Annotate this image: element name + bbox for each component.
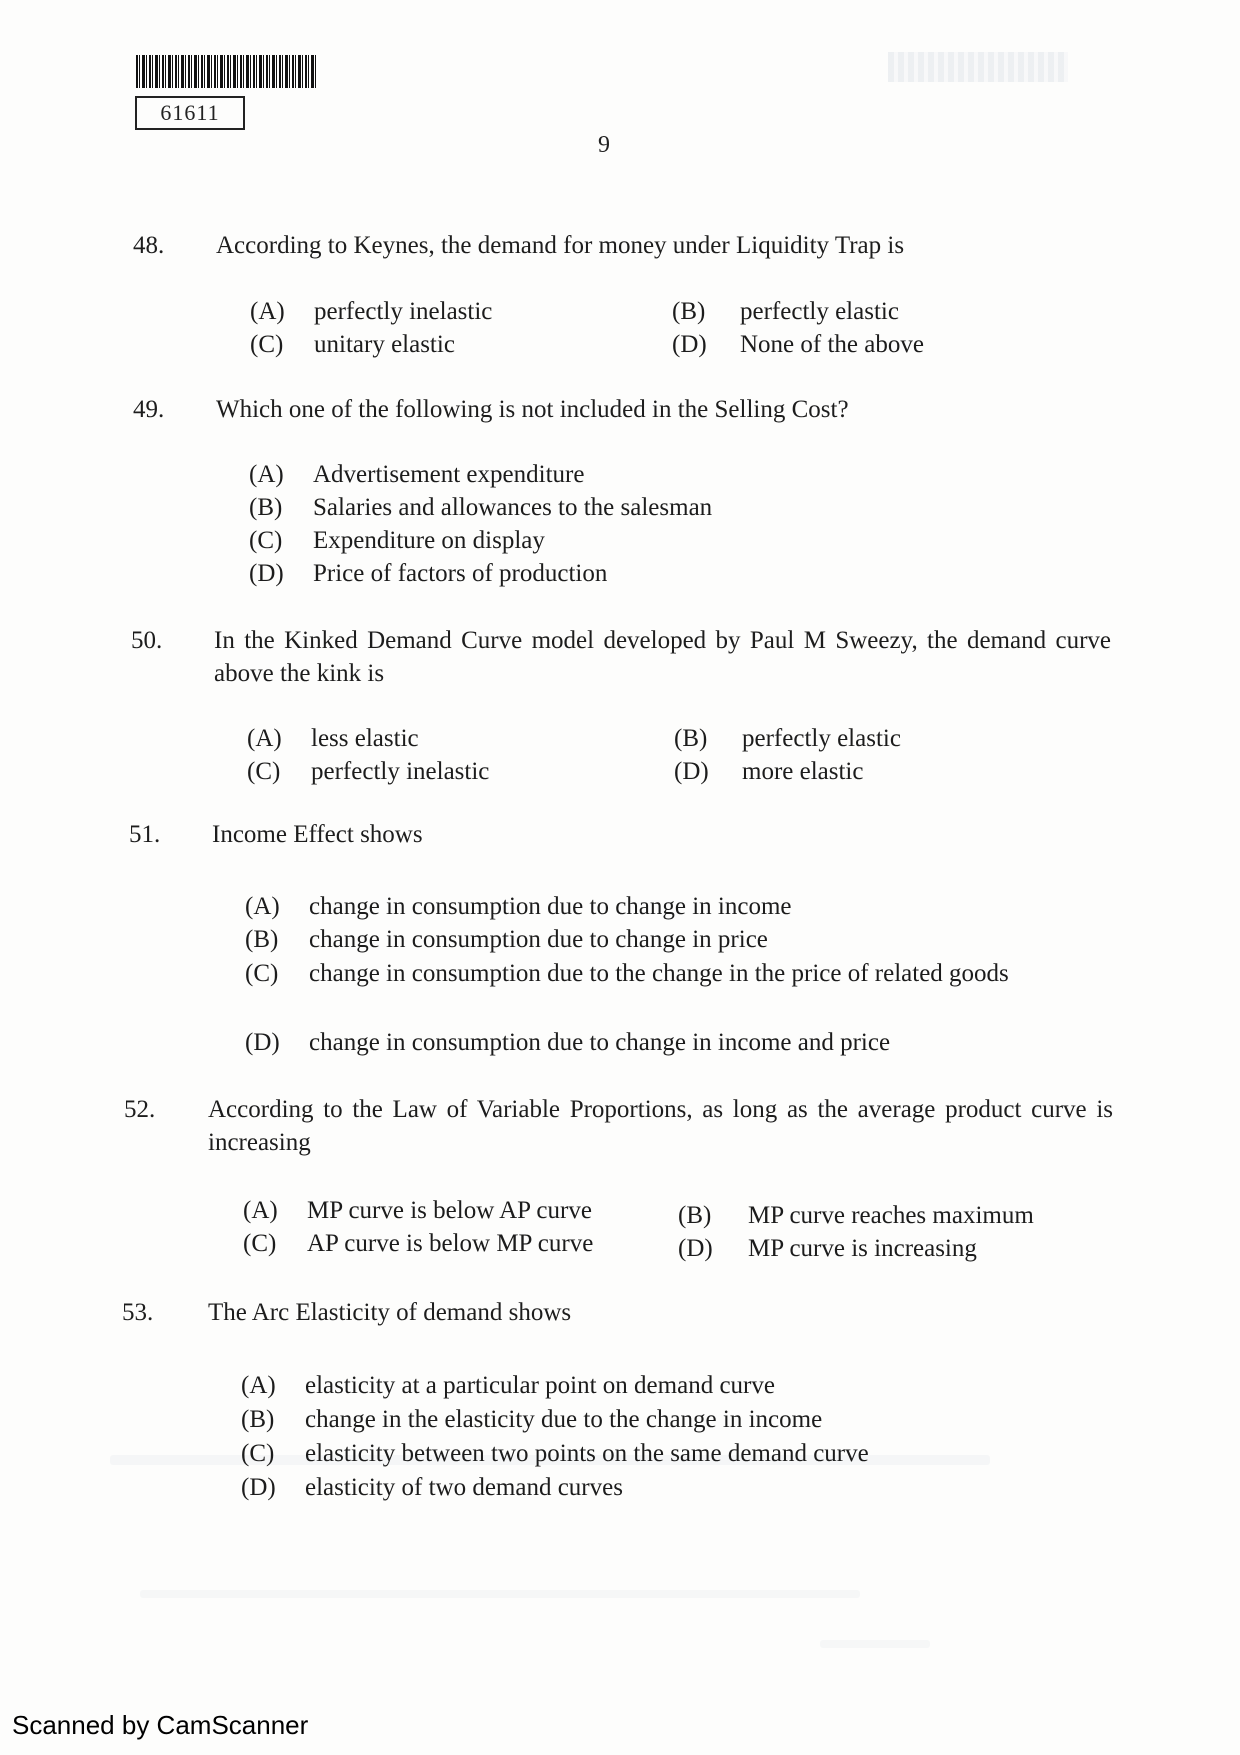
option — [678, 1232, 1118, 1265]
option — [243, 1227, 673, 1260]
option-text: Advertisement expenditure — [313, 461, 585, 488]
option — [678, 1199, 1118, 1232]
option — [250, 295, 650, 328]
question-50 — [131, 624, 1121, 690]
option — [674, 722, 1094, 755]
option-text: perfectly elastic — [742, 725, 901, 752]
question-number: 48. — [133, 232, 165, 259]
question-number: 52. — [124, 1096, 156, 1123]
option — [241, 1471, 1121, 1504]
question-text: The Arc Elasticity of demand shows — [208, 1299, 572, 1326]
option-text: elasticity at a particular point on demand curve — [305, 1372, 775, 1399]
option-letter: (D) — [674, 758, 709, 785]
option-text: MP curve is below AP curve — [307, 1197, 592, 1224]
option-letter: (A) — [245, 893, 280, 920]
option-letter: (D) — [241, 1474, 276, 1501]
option-letter: (D) — [672, 331, 707, 358]
option-text: MP curve reaches maximum — [748, 1202, 1034, 1229]
option-letter: (C) — [249, 527, 283, 554]
option-letter: (C) — [250, 331, 284, 358]
option-text: perfectly elastic — [740, 298, 899, 325]
option — [243, 1194, 673, 1227]
option — [672, 328, 1092, 361]
question-number: 53. — [122, 1299, 154, 1326]
option-letter: (B) — [245, 926, 279, 953]
option-text: less elastic — [311, 725, 419, 752]
option-text: perfectly inelastic — [311, 758, 490, 785]
option-letter: (B) — [241, 1406, 275, 1433]
option-letter: (D) — [678, 1235, 713, 1262]
question-text: Income Effect shows — [212, 821, 423, 848]
option-letter: (C) — [241, 1440, 275, 1467]
option — [249, 458, 1049, 491]
option — [672, 295, 1092, 328]
question-text: According to Keynes, the demand for money under Liquidity Trap is — [216, 232, 905, 259]
question-48 — [133, 229, 1113, 262]
option-letter: (A) — [247, 725, 282, 752]
question-text: According to the Law of Variable Proportions, as long as the average product curve is increasing — [208, 1096, 1113, 1156]
paper-code: 61611 — [135, 96, 245, 130]
option-text: change in consumption due to change in income and price — [309, 1029, 891, 1056]
question-51 — [129, 818, 1119, 851]
option-letter: (D) — [245, 1029, 280, 1056]
option-text: change in consumption due to change in income — [309, 893, 792, 920]
option — [247, 755, 667, 788]
option-letter: (B) — [672, 298, 706, 325]
scan-smudge — [820, 1640, 930, 1648]
faint-stamp — [888, 52, 1068, 82]
option — [247, 722, 667, 755]
option — [249, 524, 1049, 557]
option-letter: (A) — [243, 1197, 278, 1224]
question-49 — [133, 393, 1113, 426]
option-letter: (B) — [674, 725, 708, 752]
option-text: change in consumption due to change in price — [309, 926, 768, 953]
option — [249, 491, 1049, 524]
scanner-watermark: Scanned by CamScanner — [12, 1710, 309, 1740]
question-number: 49. — [133, 396, 165, 423]
option — [250, 328, 650, 361]
option-text: elasticity between two points on the same demand curve — [305, 1440, 869, 1467]
question-text: In the Kinked Demand Curve model developed by Paul M Sweezy, the demand curve above the kink is — [214, 627, 1111, 687]
option-letter: (B) — [678, 1202, 712, 1229]
option — [249, 557, 1049, 590]
option-letter: (A) — [249, 461, 284, 488]
question-text: Which one of the following is not included in the Selling Cost? — [216, 396, 849, 423]
barcode — [136, 55, 318, 88]
option-letter: (D) — [249, 560, 284, 587]
option-letter: (C) — [245, 960, 279, 987]
option — [245, 1026, 1115, 1059]
option — [245, 923, 1115, 956]
option — [245, 890, 1115, 923]
option — [241, 1403, 1121, 1436]
option-text: Salaries and allowances to the salesman — [313, 494, 713, 521]
option-text: change in consumption due to the change in the price of related goods — [309, 960, 1009, 987]
option-letter: (C) — [247, 758, 281, 785]
option-text: None of the above — [740, 331, 924, 358]
option-text: Price of factors of production — [313, 560, 608, 587]
question-52 — [124, 1093, 1124, 1159]
option-text: change in the elasticity due to the change in income — [305, 1406, 823, 1433]
option-letter: (A) — [241, 1372, 276, 1399]
question-number: 50. — [131, 627, 163, 654]
option — [241, 1437, 1121, 1470]
question-number: 51. — [129, 821, 161, 848]
option — [245, 957, 1115, 1023]
option-letter: (C) — [243, 1230, 277, 1257]
option-text: unitary elastic — [314, 331, 455, 358]
scan-smudge — [140, 1590, 860, 1598]
option-text: MP curve is increasing — [748, 1235, 977, 1262]
option-text: more elastic — [742, 758, 864, 785]
question-53 — [122, 1296, 1122, 1329]
option-text: AP curve is below MP curve — [307, 1230, 594, 1257]
option — [241, 1369, 1121, 1402]
option-text: elasticity of two demand curves — [305, 1474, 623, 1501]
option-letter: (A) — [250, 298, 285, 325]
page-number: 9 — [598, 132, 610, 158]
option-text: Expenditure on display — [313, 527, 545, 554]
option-text: perfectly inelastic — [314, 298, 493, 325]
option-letter: (B) — [249, 494, 283, 521]
option — [674, 755, 1094, 788]
